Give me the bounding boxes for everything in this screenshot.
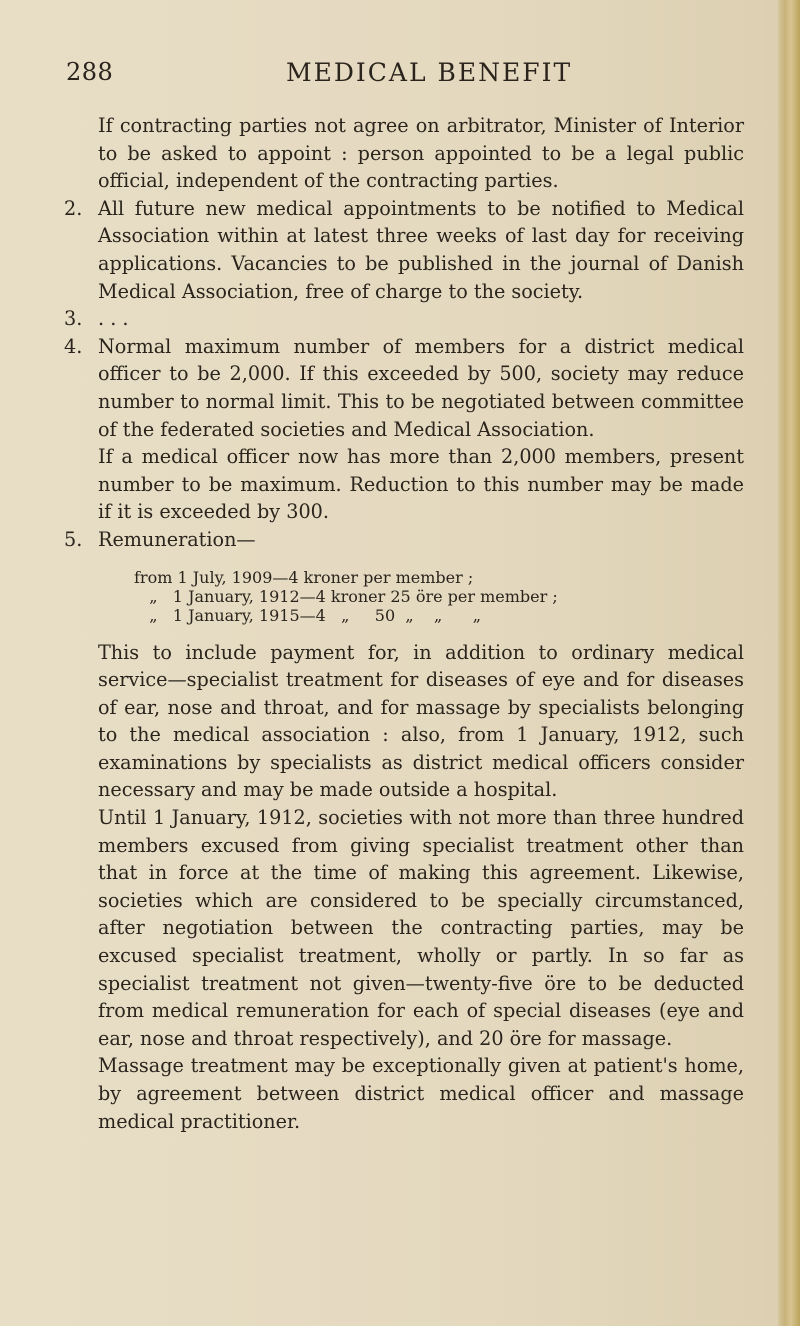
list-item (64, 195, 744, 305)
paragraph: Until 1 January, 1912, societies with not more than three hundred members excused from giving specialist treatment other than that in force at the time of making this agreement. Likewise, societies which are considered to be specially circumstanced, after negotiation between the contracting parties, may be excused specialist treatment, wholly or partly. In so far as specialist treatment not given—twenty-five öre to be deducted from medical remuneration for each of special diseases (eye and ear, nose and throat respectively), and 20 öre for massage. (98, 806, 744, 1050)
paragraph: This to include payment for, in addition to ordinary medical service—specialist treatment for diseases of eye and for diseases of ear, nose and throat, and for massage by specialists belonging to the medical association : also, from 1 January, 1912, such examinations by specialists as district medical officers consider necessary and may be made outside a hospital. (98, 640, 744, 802)
intro-paragraph: If contracting parties not agree on arbitrator, Minister of Interior to be asked to appoint : person appointed to be a legal public official, independent of the contracting parties. (98, 114, 744, 193)
list-item (64, 305, 744, 333)
page-edge (778, 0, 800, 1326)
remuneration-rates (134, 568, 744, 625)
item-text: . . . (98, 307, 129, 331)
running-head: MEDICAL BENEFIT (286, 58, 573, 87)
rate-row: „ 1 January, 1912—4 kroner 25 öre per member ; (134, 586, 558, 606)
item-text: All future new medical appointments to be notified to Medical Association within at latest three weeks of last day for receiving applications. Vacancies to be published in the journal of Danish Medical Association, free of charge to the society. (98, 196, 744, 303)
rate-row: from 1 July, 1909—4 kroner per member ; (134, 567, 474, 587)
paragraph: Massage treatment may be exceptionally given at patient's home, by agreement between district medical officer and massage medical practitioner. (98, 1054, 744, 1133)
rate-row: „ 1 January, 1915—4 „ 50 „ „ „ (134, 605, 482, 625)
item-number: 2. (64, 196, 83, 220)
item-number: 5. (64, 527, 83, 551)
page-header (66, 58, 726, 98)
list-item (64, 333, 744, 443)
list-item (64, 526, 744, 554)
page-number: 288 (66, 58, 114, 86)
item-text: Remuneration— (98, 527, 256, 551)
item-text: Normal maximum number of members for a district medical officer to be 2,000. If this exceeded by 500, society may reduce number to normal limit. This to be negotiated between committee of the federated societies and Medical Association. (98, 334, 744, 441)
body-text (64, 112, 744, 1135)
item-continuation: If a medical officer now has more than 2,000 members, present number to be maximum. Reduction to this number may be made if it is exceeded by 300. (98, 445, 744, 524)
item-number: 3. (64, 307, 83, 331)
item-number: 4. (64, 334, 83, 358)
